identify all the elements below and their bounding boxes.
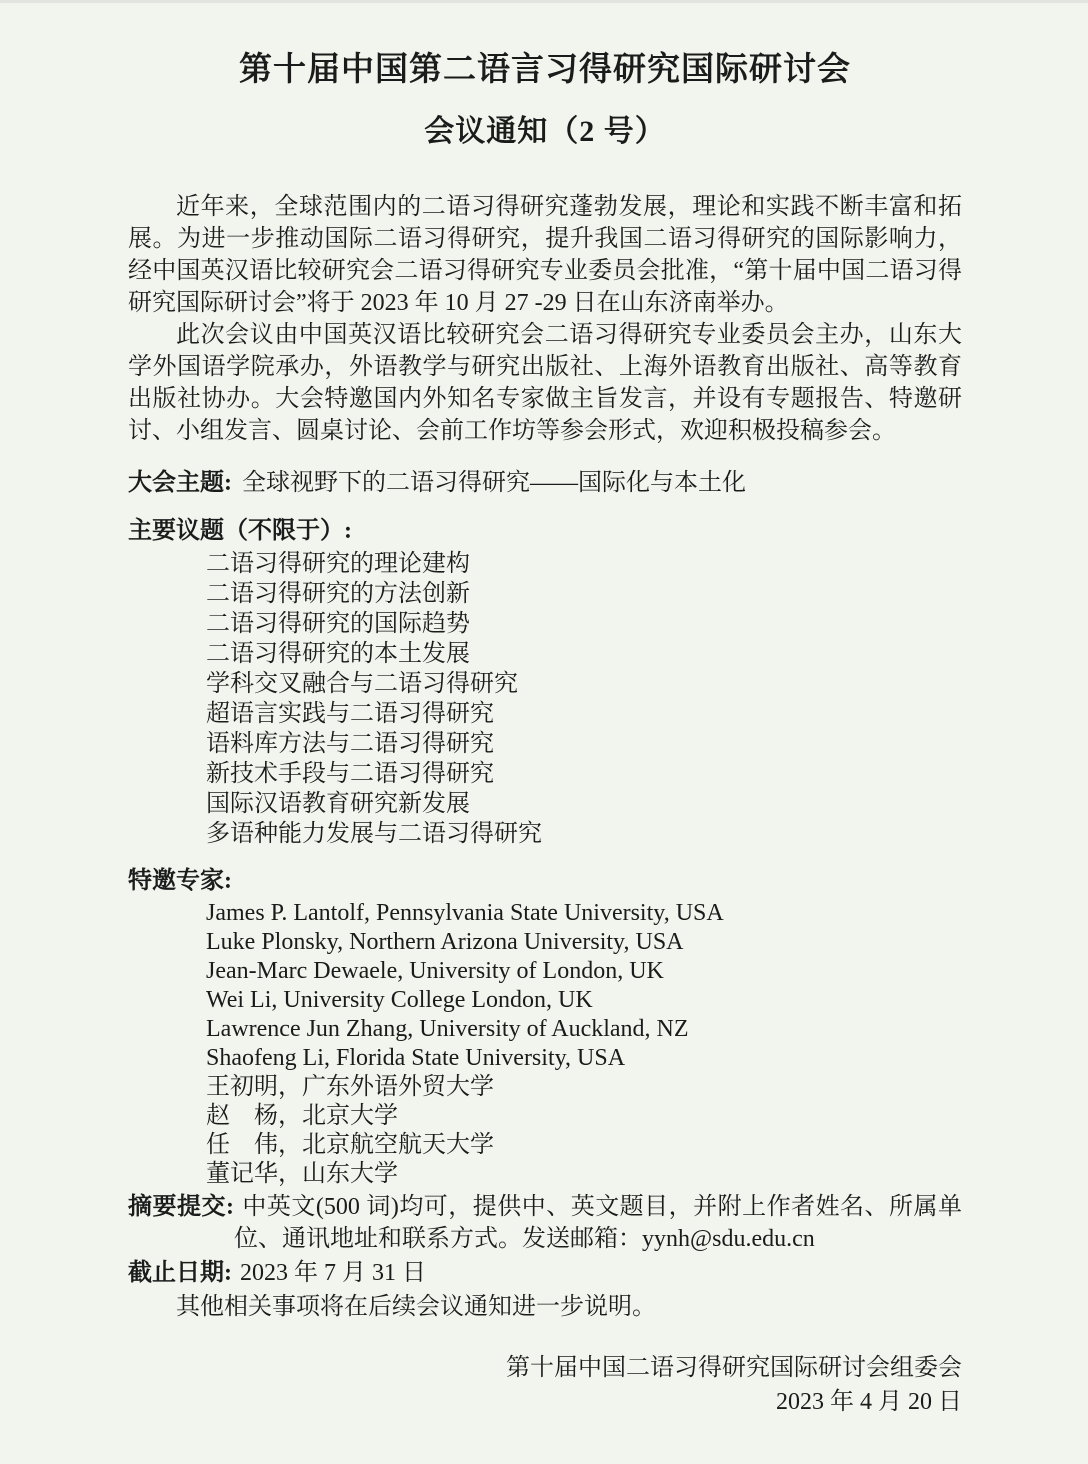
topic-item: 国际汉语教育研究新发展: [206, 790, 470, 817]
topic-item: 语料库方法与二语习得研究: [206, 730, 494, 757]
theme-label: 大会主题:: [128, 469, 232, 496]
expert-item: Lawrence Jun Zhang, University of Auckland, NZ: [206, 1015, 689, 1042]
expert-item: 任 伟，北京航空航天大学: [206, 1131, 494, 1158]
deadline-label: 截止日期:: [128, 1259, 232, 1286]
expert-item: James P. Lantolf, Pennsylvania State University, USA: [206, 899, 724, 926]
document-title: 第十届中国第二语言习得研究国际研讨会: [239, 52, 851, 88]
topic-item: 二语习得研究的方法创新: [206, 580, 470, 607]
topic-item: 超语言实践与二语习得研究: [206, 700, 494, 727]
theme-text: 全球视野下的二语习得研究——国际化与本土化: [242, 469, 746, 496]
topic-item: 二语习得研究的本土发展: [206, 640, 470, 667]
expert-item: Wei Li, University College London, UK: [206, 986, 593, 1013]
expert-item: Shaofeng Li, Florida State University, USA: [206, 1044, 626, 1071]
topic-item: 新技术手段与二语习得研究: [206, 760, 494, 787]
expert-item: 董记华，山东大学: [206, 1160, 398, 1187]
experts-list: [128, 899, 962, 1189]
experts-heading: 特邀专家:: [128, 867, 232, 894]
document-subtitle: 会议通知（2 号）: [424, 114, 666, 148]
topics-heading: 主要议题（不限于）:: [128, 517, 352, 544]
topic-item: 学科交叉融合与二语习得研究: [206, 670, 518, 697]
conference-theme-line: [128, 467, 962, 499]
expert-item: 王初明，广东外语外贸大学: [206, 1073, 494, 1100]
expert-item: 赵 杨，北京大学: [206, 1102, 398, 1129]
topic-item: 多语种能力发展与二语习得研究: [206, 820, 542, 847]
followup-note: 其他相关事项将在后续会议通知进一步说明。: [176, 1293, 656, 1320]
deadline-text: 2023 年 7 月 31 日: [240, 1259, 426, 1286]
expert-item: Luke Plonsky, Northern Arizona University, USA: [206, 928, 684, 955]
signature-organization: 第十届中国二语习得研究国际研讨会组委会: [506, 1354, 962, 1381]
expert-item: Jean-Marc Dewaele, University of London, UK: [206, 957, 664, 984]
topic-item: 二语习得研究的国际趋势: [206, 610, 470, 637]
abstract-label: 摘要提交:: [128, 1193, 234, 1220]
intro-paragraph-2: 此次会议由中国英汉语比较研究会二语习得研究专业委员会主办，山东大学外国语学院承办，外语教学与研究出版社、上海外语教育出版社、高等教育出版社协办。大会特邀国内外知名专家做主旨发言，并设有专题报告、特邀研讨、小组发言、圆桌讨论、会前工作坊等参会形式，欢迎积极投稿参会。: [128, 321, 962, 444]
signature-block: [128, 1351, 962, 1419]
topics-list: [128, 549, 962, 849]
abstract-text: 中英文(500 词)均可，提供中、英文题目，并附上作者姓名、所属单位、通讯地址和联系方式。发送邮箱：yynh@sdu.edu.cn: [234, 1193, 962, 1252]
topic-item: 二语习得研究的理论建构: [206, 550, 470, 577]
document-page: [0, 3, 1088, 1459]
signature-date: 2023 年 4 月 20 日: [776, 1388, 962, 1415]
intro-paragraph-1: 近年来，全球范围内的二语习得研究蓬勃发展，理论和实践不断丰富和拓展。为进一步推动国际二语习得研究，提升我国二语习得研究的国际影响力，经中国英汉语比较研究会二语习得研究专业委员会批准，“第十届中国二语习得研究国际研讨会”将于 2023 年 10 月 27 -29 日在山东济南举办。: [128, 193, 962, 316]
deadline-line: [128, 1257, 962, 1289]
abstract-submission-line: [128, 1191, 962, 1255]
